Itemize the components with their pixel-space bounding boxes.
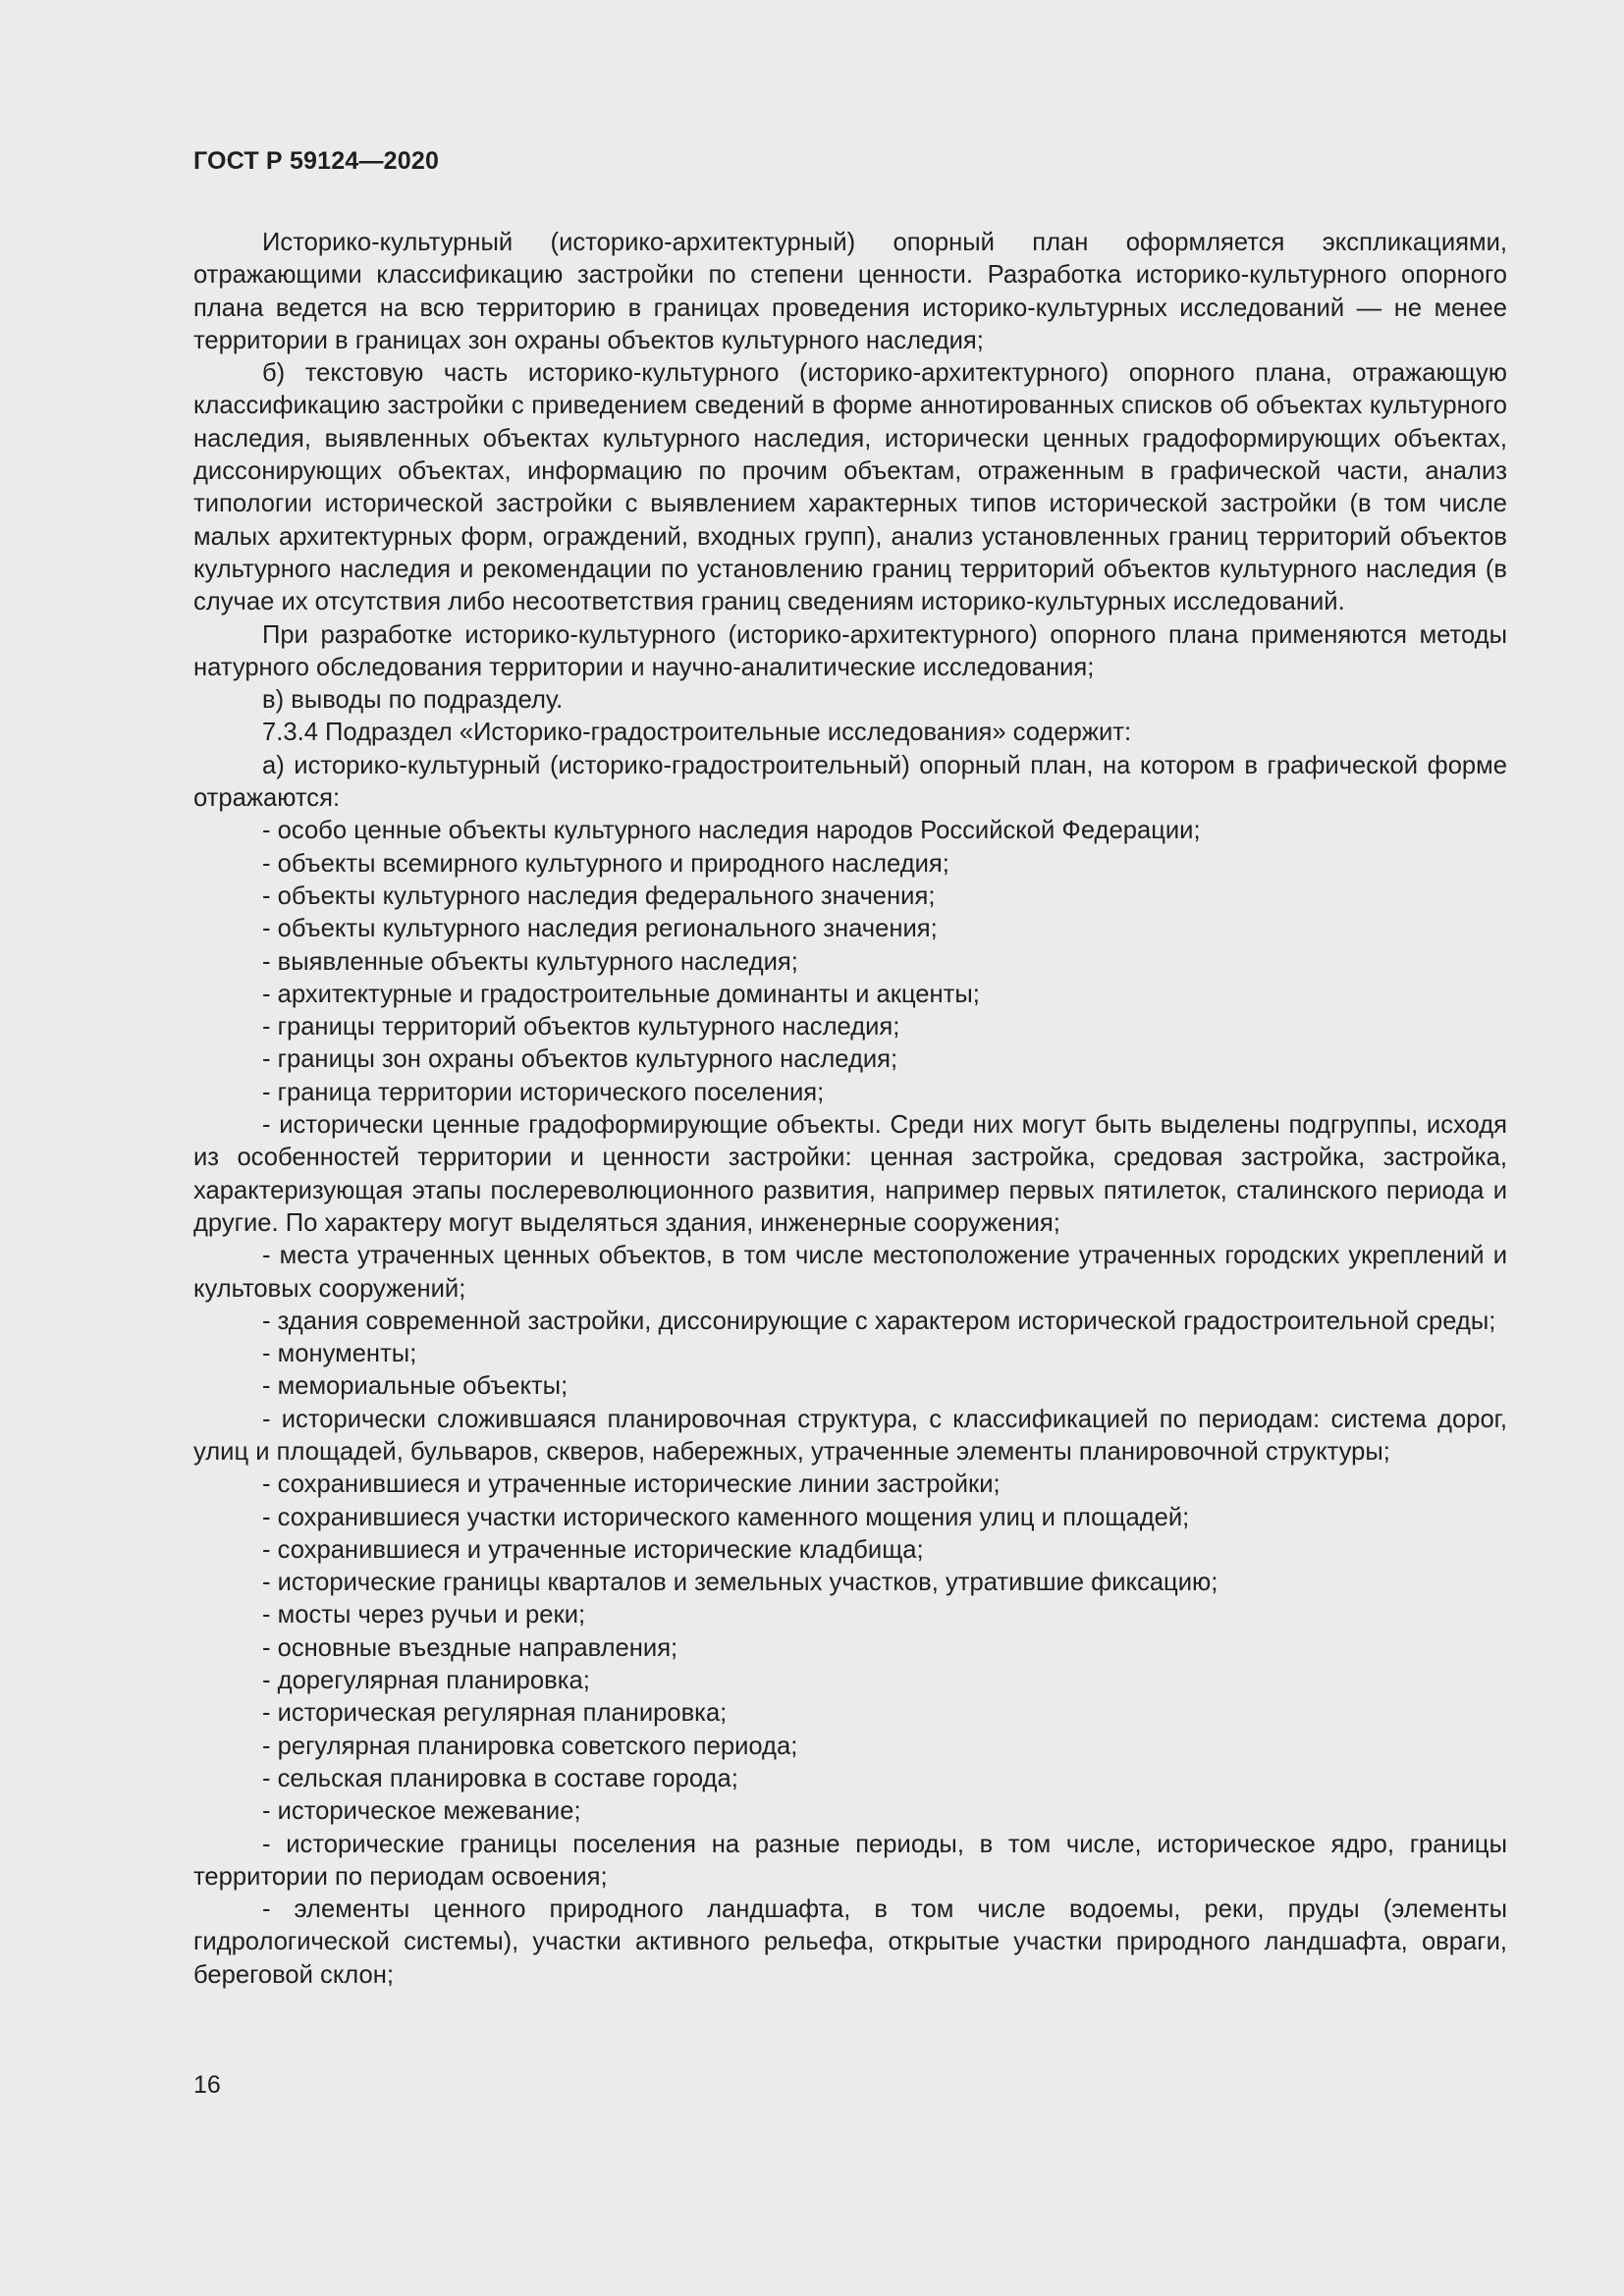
list-item: - элементы ценного природного ландшафта, в том числе водоемы, реки, пруды (элементы гидрологической системы), участки активного рельефа, открытые участки природного ландшафта, овраги, береговой склон;: [193, 1896, 1507, 1989]
list-item: - регулярная планировка советского периода;: [262, 1732, 798, 1760]
list-item: - границы территорий объектов культурного наследия;: [262, 1013, 900, 1041]
list-item: - историческая регулярная планировка;: [262, 1699, 728, 1728]
list-item: - мосты через ручьи и реки;: [262, 1601, 586, 1629]
paragraph: б) текстовую часть историко-культурного (историко-архитектурного) опорного плана, отражающую классификацию застройки с приведением сведений в форме аннотированных списков об объектах культурного наследия, выявленных объектах культурного наследия, исторически ценных градоформирующих объектах, диссонирующих объектах, информацию по прочим объектам, отраженным в графической части, анализ типологии исторической застройки с выявлением характерных типов исторической застройки (в том числе малых архитектурных форм, ограждений, входных групп), анализ установленных границ территорий объектов культурного наследия и рекомендации по установлению границ территорий объектов культурного наследия (в случае их отсутствия либо несоответствия границ сведениям историко-культурных исследований.: [193, 359, 1507, 616]
paragraph: а) историко-культурный (историко-градостроительный) опорный план, на котором в графической форме отражаются:: [193, 751, 1507, 813]
list-item: - основные въездные направления;: [262, 1633, 678, 1662]
list-item: - границы зон охраны объектов культурного наследия;: [262, 1045, 898, 1074]
paragraph: Историко-культурный (историко-архитектурный) опорный план оформляется экспликациями, отражающими классификацию застройки по степени ценности. Разработка историко-культурного опорного плана ведется на всю территорию в границах проведения историко-культурных исследований — не менее территории в границах зон охраны объектов культурного наследия;: [193, 229, 1507, 354]
page-header-doc-code: ГОСТ Р 59124—2020: [193, 147, 440, 175]
page-number: 16: [193, 2071, 221, 2099]
list-item: - граница территории исторического поселения;: [262, 1078, 825, 1106]
list-item: - здания современной застройки, диссонирующие с характером исторической градостроительной среды;: [262, 1307, 1496, 1335]
list-item: - исторические границы кварталов и земельных участков, утратившие фиксацию;: [262, 1569, 1218, 1597]
paragraph: При разработке историко-культурного (историко-архитектурного) опорного плана применяются методы натурного обследования территории и научно-аналитические исследования;: [193, 620, 1507, 681]
list-item: - дорегулярная планировка;: [262, 1667, 590, 1695]
list-item: - выявленные объекты культурного наследия;: [262, 947, 798, 976]
list-item: - мемориальные объекты;: [262, 1372, 568, 1401]
paragraph: 7.3.4 Подраздел «Историко-градостроительные исследования» содержит:: [262, 719, 1132, 747]
list-item: - исторические границы поселения на разные периоды, в том числе, историческое ядро, границы территории по периодам освоения;: [193, 1830, 1507, 1891]
list-item: - архитектурные и градостроительные доминанты и акценты;: [262, 980, 980, 1008]
list-item: - сохранившиеся участки исторического каменного мощения улиц и площадей;: [262, 1503, 1190, 1531]
list-item: - места утраченных ценных объектов, в том числе местоположение утраченных городских укреплений и культовых сооружений;: [193, 1242, 1507, 1303]
list-item: - объекты культурного наследия регионального значения;: [262, 915, 938, 943]
list-item: - исторически сложившаяся планировочная структура, с классификацией по периодам: система дорог, улиц и площадей, бульваров, скверов, набережных, утраченные элементы планировочной структуры;: [193, 1405, 1507, 1466]
list-item: - историческое межевание;: [262, 1797, 581, 1826]
list-item: - сельская планировка в составе города;: [262, 1764, 738, 1792]
list-item: - сохранившиеся и утраченные исторические линии застройки;: [262, 1470, 1001, 1499]
paragraph: в) выводы по подразделу.: [262, 686, 564, 715]
list-item: - объекты всемирного культурного и природного наследия;: [262, 849, 949, 878]
list-item: - сохранившиеся и утраченные исторические кладбища;: [262, 1535, 924, 1564]
list-item: - особо ценные объекты культурного наследия народов Российской Федерации;: [262, 817, 1201, 845]
body-text: [193, 227, 1507, 1992]
list-item: - исторически ценные градоформирующие объекты. Среди них могут быть выделены подгруппы, исходя из особенностей территории и ценности застройки: ценная застройка, средовая застройка, застройка, характеризующая этапы послереволюционного развития, например первых пятилеток, сталинского периода и другие. По характеру могут выделяться здания, инженерные сооружения;: [193, 1111, 1507, 1237]
list-item: - монументы;: [262, 1340, 417, 1368]
list-item: - объекты культурного наследия федерального значения;: [262, 881, 936, 910]
